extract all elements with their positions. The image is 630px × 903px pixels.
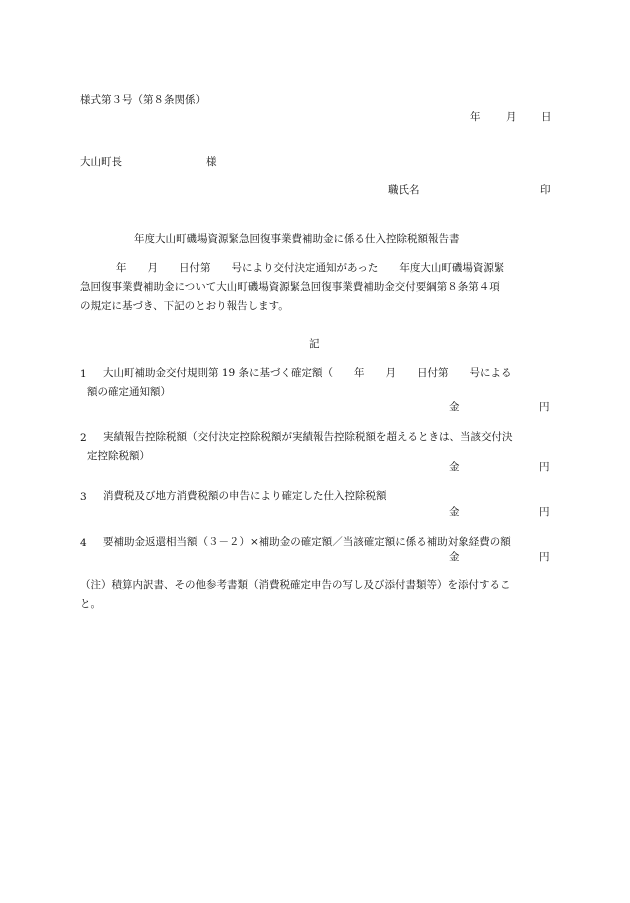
seal-mark: 印 xyxy=(540,184,551,196)
item-2-number: 2 xyxy=(80,432,87,444)
item-1-kin: 金 xyxy=(449,401,460,413)
note-line-2: と。 xyxy=(80,598,101,610)
date-month: 月 xyxy=(506,111,517,123)
item-1-line-2: 額の確定通知額） xyxy=(87,386,171,398)
addressee-name: 大山町長 xyxy=(80,156,122,168)
item-2-kin: 金 xyxy=(449,461,460,473)
item-3-text xyxy=(103,487,550,506)
item-1-en: 円 xyxy=(539,401,550,413)
intro-paragraph xyxy=(80,259,550,316)
intro-line-1: 年 月 日付第 号により交付決定通知があった 年度大山町磯場資源緊 xyxy=(116,262,505,274)
addressee-honorific: 様 xyxy=(206,156,217,168)
item-4-number: 4 xyxy=(80,537,87,549)
item-2-line-1: 実績報告控除税額（交付決定控除税額が実績報告控除税額を超えるときは、当該交付決 xyxy=(103,431,513,443)
item-1-line-1: 大山町補助金交付規則第 19 条に基づく確定額（ 年 月 日付第 号による xyxy=(103,367,512,379)
item-4-line-1: 要補助金返還相当額（３－２）×補助金の確定額／当該確定額に係る補助対象経費の額 xyxy=(103,536,511,548)
item-1-number: 1 xyxy=(80,368,87,380)
item-3-en: 円 xyxy=(539,506,550,518)
ki-heading: 記 xyxy=(309,338,320,350)
form-number: 様式第３号（第８条関係） xyxy=(80,94,206,106)
note-paragraph xyxy=(80,576,550,614)
item-3-number: 3 xyxy=(80,491,87,503)
intro-line-2: 急回復事業費補助金について大山町磯場資源緊急回復事業費補助金交付要綱第８条第４項 xyxy=(80,281,500,293)
item-4-en: 円 xyxy=(539,551,550,563)
item-2-text xyxy=(87,428,550,466)
applicant-label: 職氏名 xyxy=(388,184,420,196)
item-2-en: 円 xyxy=(539,461,550,473)
document-title: 年度大山町磯場資源緊急回復事業費補助金に係る仕入控除税額報告書 xyxy=(134,233,460,245)
note-line-1: （注）積算内訳書、その他参考書類（消費税確定申告の写し及び添付書類等）を添付するこ xyxy=(80,579,511,591)
date-day: 日 xyxy=(541,111,552,123)
item-1-text xyxy=(87,364,550,402)
intro-line-3: の規定に基づき、下記のとおり報告します。 xyxy=(80,300,289,312)
item-4-kin: 金 xyxy=(449,551,460,563)
item-2-line-2: 定控除税額） xyxy=(87,450,150,462)
item-3-line-1: 消費税及び地方消費税額の申告により確定した仕入控除税額 xyxy=(103,490,387,502)
item-3-kin: 金 xyxy=(449,506,460,518)
date-year: 年 xyxy=(470,111,481,123)
item-4-text xyxy=(103,533,550,552)
